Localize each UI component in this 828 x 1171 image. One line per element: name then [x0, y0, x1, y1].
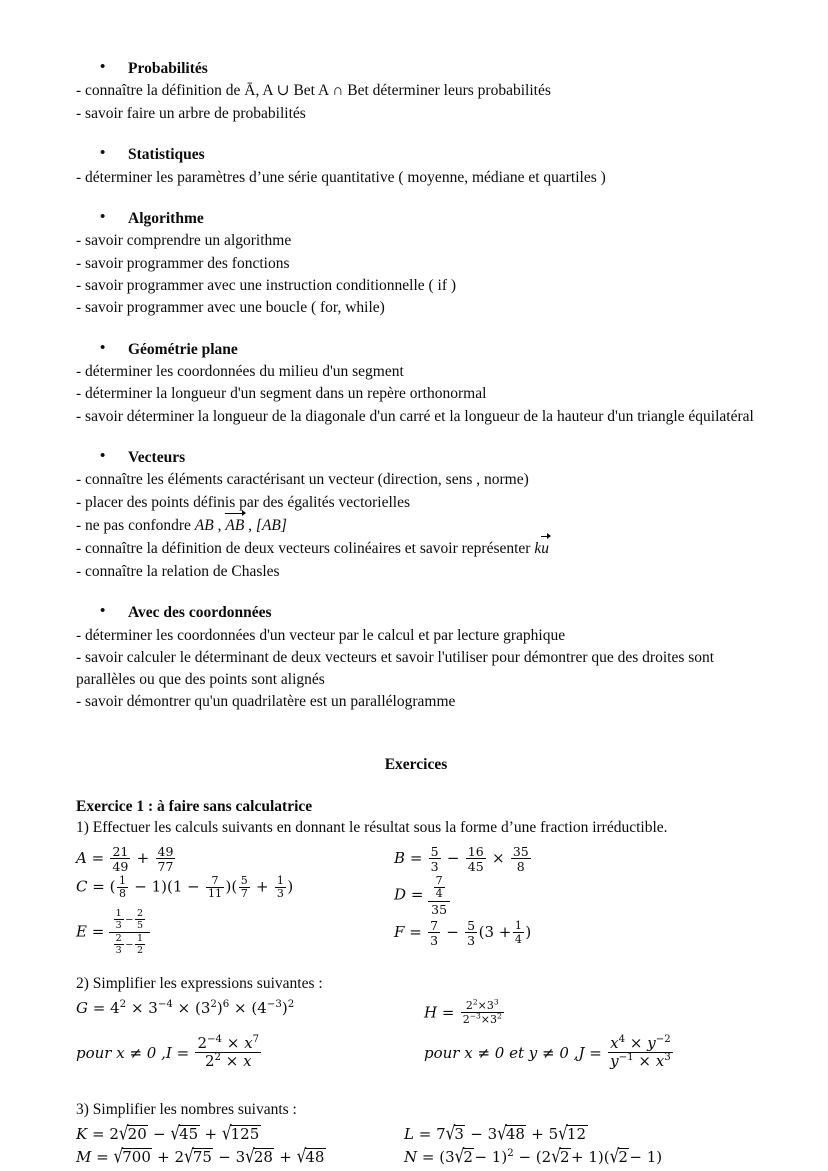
formula-K	[76, 1122, 261, 1145]
radicand: 2	[463, 1148, 473, 1167]
topic-line: - déterminer les coordonnées d'un vecteur par le calcul et par lecture graphique	[76, 626, 566, 644]
fraction: $\frac{35}{8}$	[512, 843, 529, 874]
topic-heading	[100, 144, 756, 166]
expression-part: (3 +	[478, 923, 512, 942]
compound-fraction: $\frac{\frac{7}{4}}{35}$	[428, 875, 450, 916]
formula-label: N	[404, 1148, 418, 1167]
radicand: 2	[618, 1148, 628, 1167]
minus-sign: −	[125, 914, 134, 926]
spacer	[76, 191, 756, 208]
formula-A	[76, 845, 177, 873]
formula-label: F	[394, 923, 405, 942]
square-root	[445, 1122, 466, 1145]
exponent: 4	[618, 1034, 626, 1046]
line-text: - ne pas confondre	[76, 517, 195, 535]
radical-sign: √	[497, 1122, 507, 1145]
square-root	[184, 1145, 213, 1168]
radicand: 75	[192, 1148, 212, 1167]
topic-line: - savoir démontrer qu'un quadrilatère est un parallélogramme	[76, 693, 456, 711]
times-sign: ×	[234, 998, 247, 1017]
radicand: 125	[230, 1125, 260, 1144]
term: 3	[148, 998, 158, 1017]
equals-sign: =	[92, 998, 106, 1017]
radical-sign: √	[221, 1122, 232, 1145]
document-content	[76, 58, 756, 1171]
bullet-icon: •	[100, 339, 106, 356]
radical-sign: √	[245, 1145, 255, 1168]
fraction	[608, 1036, 673, 1070]
equals-sign: =	[409, 849, 423, 868]
equals-sign: =	[91, 922, 105, 941]
question-3-text: 3) Simplifier les nombres suivants :	[76, 1100, 297, 1118]
expression-part: + 1)(	[571, 1148, 610, 1167]
exponent: −1	[618, 1051, 634, 1063]
bullet-icon: •	[100, 448, 106, 464]
exercices-title: Exercices	[384, 755, 448, 773]
fraction: $\frac{7}{3}$	[430, 917, 439, 948]
compound-numerator	[109, 909, 149, 933]
exponent: 2	[496, 1011, 502, 1021]
expression-part: − 1)	[474, 1148, 508, 1167]
fraction: $\frac{5}{3}$	[467, 917, 476, 948]
plus-sign: +	[157, 1148, 170, 1167]
coefficient: 3	[235, 1148, 246, 1167]
exponent: −4	[157, 998, 173, 1010]
square-root	[118, 1122, 148, 1145]
spacer	[76, 430, 756, 447]
plus-sign: +	[136, 849, 150, 868]
times-sign: ×	[491, 849, 505, 868]
formula-label: C	[76, 877, 88, 896]
topic-avec-des-coordonnees	[76, 602, 756, 714]
fraction	[461, 997, 504, 1026]
equals-sign: =	[96, 1148, 109, 1167]
paren-group: )(	[225, 877, 238, 896]
expression-part: − 1)(1 −	[134, 877, 200, 896]
bullet-icon: •	[100, 145, 106, 162]
topic-title: Géométrie plane	[128, 340, 238, 358]
radical-sign: √	[551, 1145, 561, 1168]
minus-sign: −	[125, 939, 134, 951]
radicand: 48	[505, 1125, 525, 1144]
equals-sign: =	[91, 849, 105, 868]
radical-sign: √	[445, 1122, 456, 1145]
spacer	[76, 585, 756, 602]
inner-fraction: $\frac{7}{4}$	[435, 873, 443, 901]
scalar-k-label: k	[534, 540, 542, 558]
square-root	[221, 1122, 261, 1145]
topic-line-colineaires	[76, 537, 756, 560]
topic-line: - déterminer la longueur d'un segment dans un repère orthonormal	[76, 385, 487, 403]
topic-vecteurs	[76, 447, 756, 583]
term: (3	[195, 998, 211, 1017]
times-sign: ×	[226, 1034, 240, 1053]
term: 2	[465, 999, 473, 1013]
formula-C	[76, 875, 293, 900]
segment-ab-label: AB	[194, 517, 214, 535]
times-sign: ×	[638, 1051, 651, 1070]
topic-line: - connaître les éléments caractérisant un vecteur (direction, sens , norme)	[76, 471, 529, 489]
topic-title: Probabilités	[128, 60, 208, 77]
question-2-text: 2) Simplifier les expressions suivantes :	[76, 975, 323, 993]
exercise-1-heading: Exercice 1 : à faire sans calculatrice	[76, 797, 313, 815]
minus-sign: −	[470, 1125, 483, 1144]
inner-fraction: $\frac{2}{3}$	[115, 932, 122, 956]
topic-heading	[100, 447, 756, 469]
times-sign: ×	[130, 998, 144, 1017]
formula-I	[76, 1034, 263, 1071]
radical-sign: √	[113, 1145, 124, 1168]
formula-label: A	[76, 849, 87, 868]
radicand: 20	[127, 1125, 147, 1144]
exponent: 7	[252, 1034, 260, 1046]
formula-label: H	[424, 1003, 438, 1022]
exponent: 2	[119, 998, 127, 1010]
formula-label: J	[578, 1043, 585, 1062]
radicand: 28	[253, 1148, 273, 1167]
formula-F	[394, 919, 531, 947]
expression-part: (3	[439, 1148, 455, 1167]
spacer	[76, 322, 756, 339]
spacer	[76, 127, 756, 144]
plus-sign: +	[204, 1125, 218, 1144]
topic-line: - savoir déterminer la longueur de la diagonale d'un carré et la longueur de la hauteur d'un triangle équilatéral	[76, 407, 754, 425]
fraction: $\frac{16}{45}$	[467, 843, 484, 874]
radicand: 2	[559, 1148, 570, 1167]
bullet-icon: •	[100, 59, 106, 75]
inner-fraction: $\frac{1}{3}$	[115, 907, 122, 931]
vector-ab-label: AB	[225, 514, 244, 537]
math-row-kl	[76, 1122, 756, 1148]
square-root	[296, 1145, 326, 1168]
coefficient: 3	[487, 1125, 498, 1144]
topic-title: Vecteurs	[128, 449, 186, 466]
math-row-gh	[76, 997, 756, 1031]
compound-denominator	[109, 933, 149, 956]
minus-sign: −	[153, 1125, 166, 1144]
topic-probabilites	[76, 58, 756, 125]
formula-label: E	[76, 922, 87, 941]
topic-line: - connaître la relation de Chasles	[76, 562, 280, 580]
equals-sign: =	[589, 1043, 602, 1062]
minus-sign: −	[218, 1148, 231, 1167]
topic-title: Avec des coordonnées	[128, 604, 272, 622]
variable: y	[647, 1034, 656, 1053]
equals-sign: =	[421, 1148, 435, 1167]
compound-fraction	[109, 909, 149, 956]
condition-text: pour x ≠ 0 et y ≠ 0 ,	[424, 1043, 579, 1062]
math-row-cd	[76, 873, 756, 917]
topic-statistiques	[76, 144, 756, 189]
formula-label: K	[76, 1125, 88, 1144]
term: 2	[204, 1051, 215, 1070]
equals-sign: =	[409, 923, 422, 942]
expression-part: − (2	[518, 1148, 552, 1167]
square-root	[245, 1145, 274, 1168]
formula-label: L	[404, 1125, 414, 1144]
math-row-ij	[76, 1031, 756, 1075]
formula-N	[404, 1145, 663, 1168]
topic-line: - savoir programmer avec une boucle ( for, while)	[76, 299, 385, 317]
times-sign: ×	[225, 1051, 239, 1070]
variable: y	[610, 1051, 619, 1070]
topic-line: - déterminer les paramètres d’une série quantitative ( moyenne, médiane et quartiles )	[76, 168, 606, 186]
formula-label: G	[76, 998, 88, 1017]
bullet-icon: •	[100, 603, 106, 620]
radical-sign: √	[609, 1145, 620, 1168]
exponent: 2	[210, 998, 217, 1010]
math-row-mn	[76, 1145, 756, 1171]
separator: ,	[244, 517, 256, 535]
fraction: $\frac{21}{49}$	[112, 843, 129, 874]
radicand: 45	[179, 1125, 199, 1144]
formula-label: M	[76, 1148, 92, 1167]
topic-title: Algorithme	[128, 209, 204, 227]
equals-sign: =	[441, 1003, 455, 1022]
square-root	[497, 1122, 526, 1145]
formula-M	[76, 1145, 326, 1168]
condition-text: pour x ≠ 0 ,	[76, 1043, 166, 1062]
bracket-ab-label: [AB]	[255, 517, 287, 535]
topic-line: - placer des points définis par des égalités vectorielles	[76, 493, 410, 511]
variable: x	[244, 1034, 253, 1053]
exponent: 6	[222, 998, 230, 1010]
exponent: 2	[507, 1148, 514, 1160]
equals-sign: =	[176, 1043, 190, 1062]
math-row-ef	[76, 907, 756, 956]
fraction	[195, 1036, 261, 1070]
equals-sign: =	[410, 885, 424, 904]
topic-line-confondre	[76, 514, 756, 537]
exponent: −2	[655, 1034, 671, 1046]
topic-heading	[100, 339, 756, 361]
coefficient: 7	[436, 1125, 446, 1144]
topic-title: Statistiques	[128, 146, 205, 164]
minus-sign: −	[446, 923, 459, 942]
radical-sign: √	[184, 1145, 194, 1168]
formula-L	[404, 1122, 588, 1145]
math-row-ab	[76, 845, 756, 875]
fraction: $\frac{1}{4}$	[514, 919, 522, 946]
minus-sign: −	[446, 849, 460, 868]
exponent: 2	[287, 998, 295, 1010]
topic-line: - savoir faire un arbre de probabilités	[76, 104, 306, 122]
expression-part: − 1)	[629, 1148, 663, 1167]
radical-sign: √	[296, 1145, 307, 1168]
exponent: 3	[493, 997, 499, 1007]
topic-heading	[100, 602, 756, 624]
formula-label: D	[394, 885, 407, 904]
square-root	[609, 1145, 630, 1168]
line-text: - connaître la définition de deux vecteurs colinéaires et savoir représenter	[76, 540, 535, 558]
open-paren: (	[109, 877, 116, 896]
close-paren: )	[287, 877, 294, 896]
topic-algorithme	[76, 208, 756, 320]
term: ×3	[477, 999, 494, 1013]
formula-H	[424, 997, 505, 1026]
topic-geometrie-plane	[76, 339, 756, 428]
radicand: 700	[122, 1148, 151, 1167]
topic-line: - savoir programmer des fonctions	[76, 254, 290, 272]
radical-sign: √	[454, 1145, 465, 1168]
square-root	[558, 1122, 587, 1145]
topic-line: - savoir programmer avec une instruction conditionnelle ( if )	[76, 276, 457, 294]
formula-G	[76, 998, 295, 1017]
plus-sign: +	[531, 1125, 544, 1144]
bullet-icon: •	[100, 208, 106, 225]
exponent: 2	[214, 1051, 222, 1063]
variable: x	[243, 1051, 252, 1070]
close-paren: )	[216, 998, 223, 1017]
square-root	[551, 1145, 571, 1168]
formula-label: B	[394, 849, 406, 868]
radical-sign: √	[170, 1122, 181, 1145]
question-1-text: 1) Effectuer les calculs suivants en donnant le résultat sous la forme d’une fraction irréductible.	[76, 818, 668, 836]
vector-u-label: u	[541, 537, 549, 560]
exponent: −4	[207, 1034, 223, 1046]
equals-sign: =	[418, 1125, 432, 1144]
coefficient: 5	[548, 1125, 559, 1144]
exponent: −3	[469, 1011, 481, 1021]
fraction: $\frac{5}{7}$	[240, 873, 248, 901]
topic-line: - savoir calculer le déterminant de deux vecteurs et savoir l'utiliser pour démontrer que des droites sont parallèles ou que des points sont alignés	[76, 648, 715, 689]
radical-sign: √	[558, 1122, 568, 1145]
close-paren: )	[281, 998, 288, 1017]
term: 2	[462, 1012, 470, 1026]
variable: x	[610, 1034, 619, 1053]
plus-sign: +	[256, 877, 269, 896]
radicand: 3	[454, 1125, 464, 1144]
inner-fraction: $\frac{1}{2}$	[137, 932, 144, 956]
topic-line: - déterminer les coordonnées du milieu d'un segment	[76, 363, 404, 381]
formula-J	[424, 1034, 674, 1071]
term: ×3	[480, 1012, 497, 1026]
term: 2	[197, 1034, 208, 1053]
fraction: $\frac{1}{3}$	[276, 873, 284, 901]
equals-sign: =	[92, 1125, 105, 1144]
times-sign: ×	[177, 998, 191, 1017]
square-root	[170, 1122, 199, 1145]
topic-line: - connaître la définition de Ā, A ∪ Bet A ∩ Bet déterminer leurs probabilités	[76, 82, 551, 100]
exponent: 2	[472, 997, 478, 1007]
variable: x	[655, 1051, 665, 1070]
radicand: 48	[305, 1148, 325, 1167]
close-paren: )	[525, 923, 532, 942]
topic-heading	[100, 208, 756, 230]
exponent: 3	[664, 1051, 671, 1063]
fraction: $\frac{49}{77}$	[157, 843, 174, 874]
coefficient: 2	[109, 1125, 119, 1144]
topic-line: - savoir comprendre un algorithme	[76, 232, 292, 250]
times-sign: ×	[629, 1034, 643, 1053]
formula-B	[394, 845, 532, 873]
topic-heading	[100, 58, 756, 80]
formula-E	[76, 909, 150, 956]
inner-fraction: $\frac{2}{5}$	[137, 907, 144, 931]
fraction: $\frac{7}{11}$	[208, 873, 223, 901]
radicand: 12	[566, 1125, 587, 1144]
fraction: $\frac{5}{3}$	[430, 843, 439, 874]
equals-sign: =	[92, 877, 105, 896]
coefficient: 2	[174, 1148, 185, 1167]
fraction: $\frac{1}{8}$	[118, 873, 126, 901]
radical-sign: √	[118, 1122, 129, 1145]
term: 4	[110, 998, 120, 1017]
separator: ,	[213, 517, 226, 535]
plus-sign: +	[279, 1148, 292, 1167]
term: (4	[251, 998, 267, 1017]
square-root	[454, 1145, 475, 1168]
square-root	[113, 1145, 153, 1168]
formula-label: I	[165, 1043, 172, 1062]
exponent: −3	[266, 998, 282, 1010]
